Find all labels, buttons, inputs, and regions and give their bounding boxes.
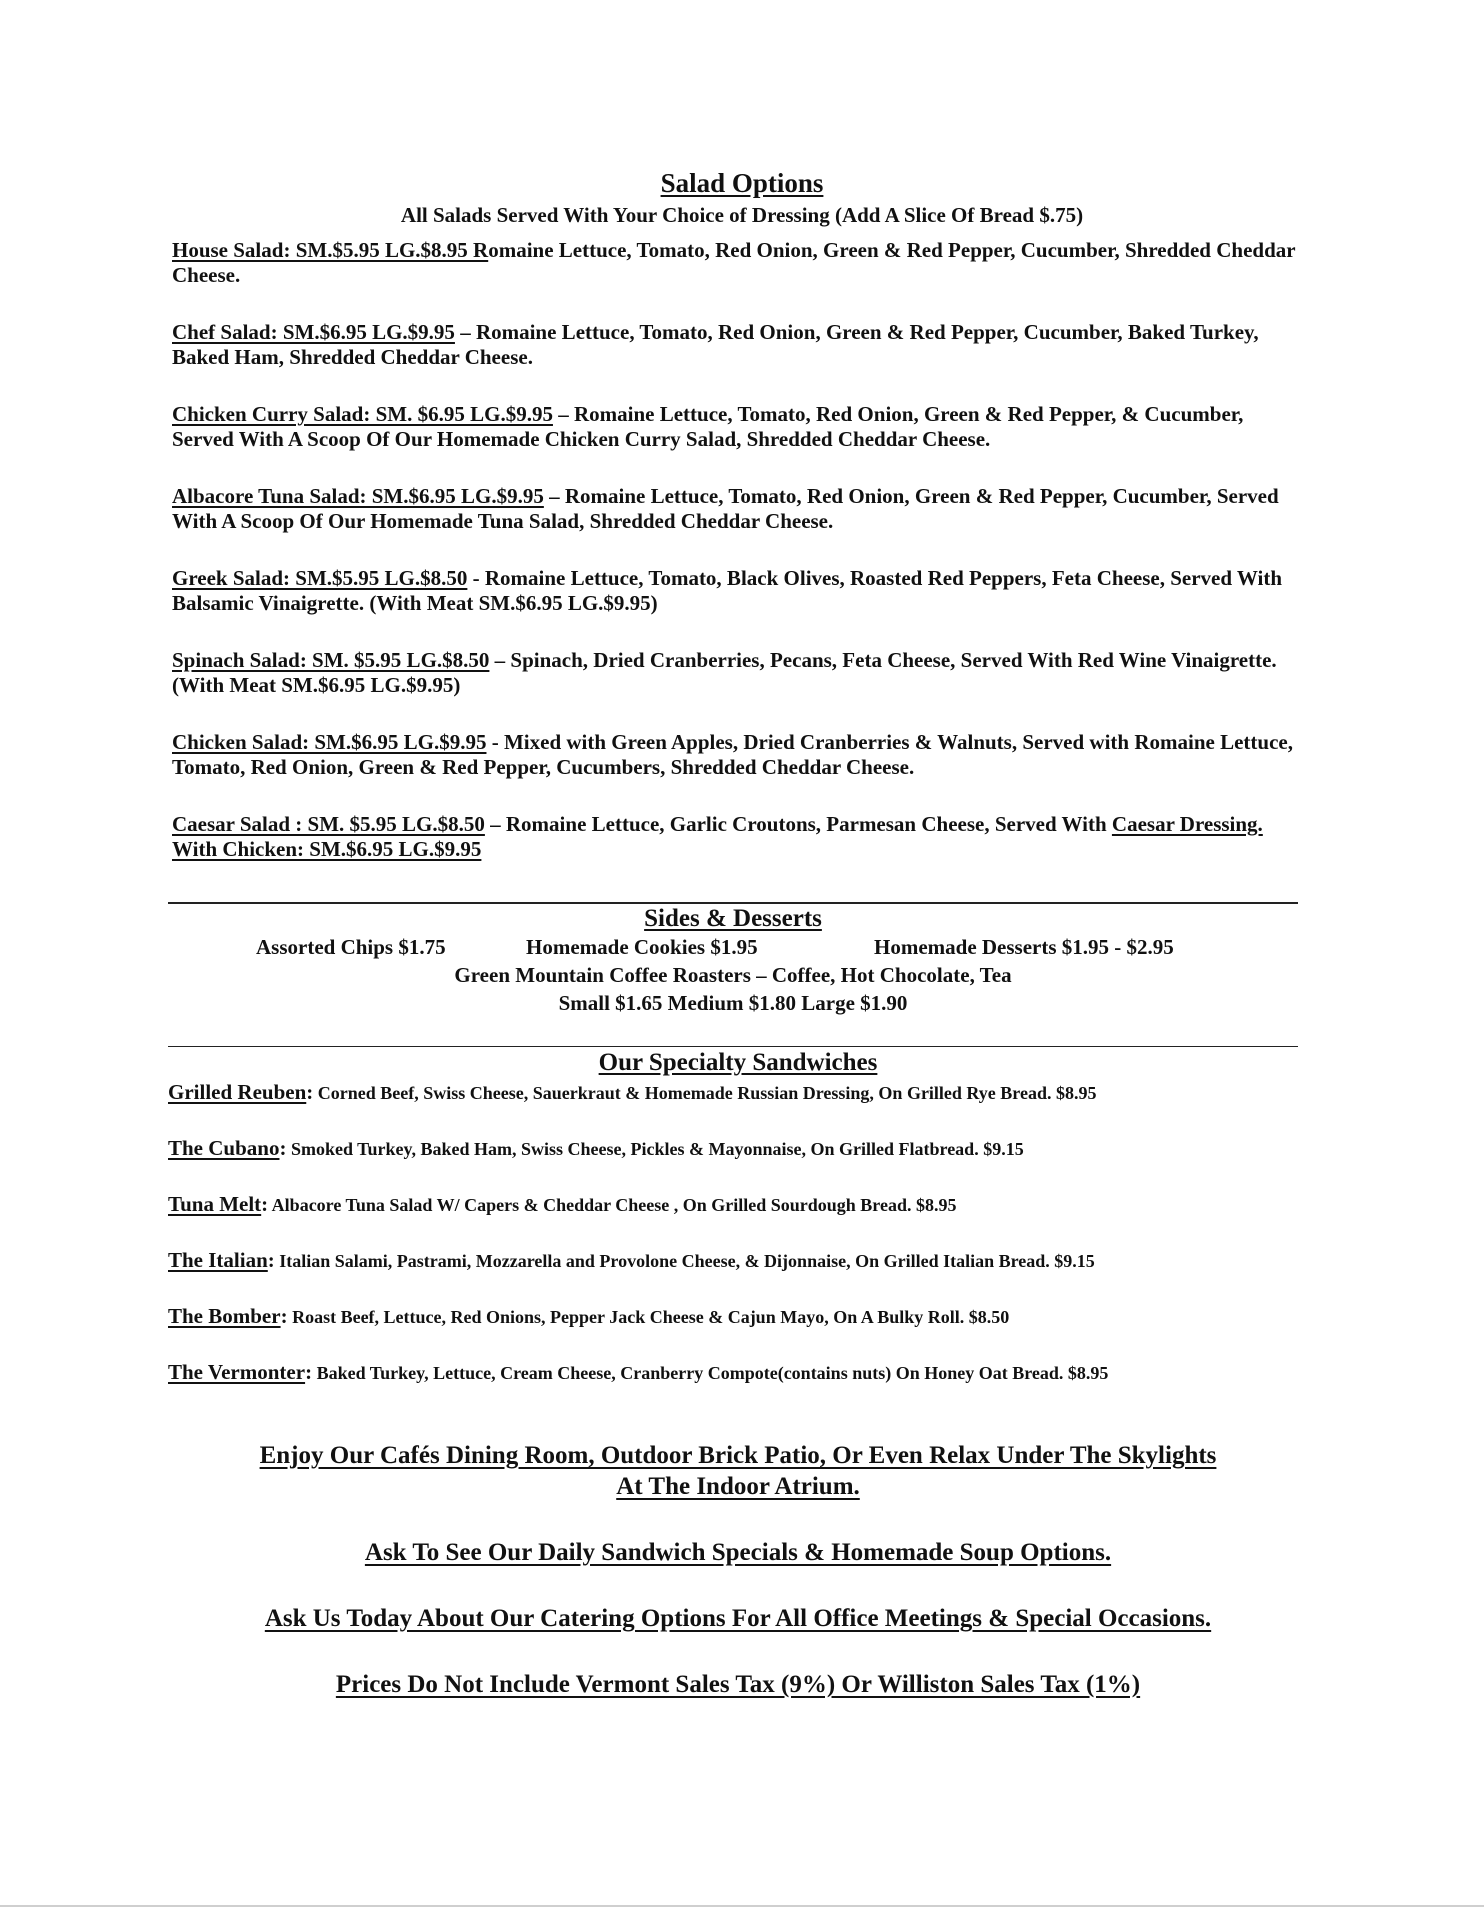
- sandwich-name: The Bomber: [168, 1304, 281, 1328]
- note-daily-specials: Ask To See Our Daily Sandwich Specials & Homemade Soup Options.: [364, 1539, 1112, 1566]
- sides-section: [168, 905, 1298, 1017]
- salad-item-tail: Caesar Dressing. With Chicken: SM.$6.95 LG.$9.95: [172, 812, 1263, 861]
- salad-item-text: – Romaine Lettuce, Tomato, Red Onion, Green & Red Pepper, & Cucumber, Served With A Scoop Of Our Homemade Chicken Curry Salad, Shredded Cheddar Cheese.: [172, 402, 1244, 451]
- sandwich-text: Albacore Tuna Salad W/ Capers & Cheddar Cheese , On Grilled Sourdough Bread. $8.95: [268, 1195, 957, 1215]
- salad-item-text: - Romaine Lettuce, Tomato, Black Olives, Roasted Red Peppers, Feta Cheese, Served With Balsamic Vinaigrette. (With Meat SM.$6.95 LG.$9.95): [172, 566, 1283, 615]
- sandwich-separator: :: [306, 1080, 314, 1104]
- salad-item-caesar: [172, 812, 1302, 862]
- sandwich-separator: :: [280, 1304, 288, 1328]
- sandwich-name: The Cubano: [168, 1136, 280, 1160]
- salad-item-head: Chef Salad: SM.$6.95 LG.$9.95: [172, 320, 455, 344]
- salad-item-head: Caesar Salad : SM. $5.95 LG.$8.50: [172, 812, 485, 836]
- salad-item-text: - Mixed with Green Apples, Dried Cranberries & Walnuts, Served with Romaine Lettuce, Tomato, Red Onion, Green & Red Pepper, Cucumbers, Shredded Cheddar Cheese.: [172, 730, 1293, 779]
- sandwich-item-grilled-reuben: [168, 1081, 1308, 1104]
- salad-item-chicken: [172, 730, 1302, 780]
- salad-section-title: Salad Options: [660, 168, 824, 198]
- salad-item-head: Greek Salad: SM.$5.95 LG.$8.50: [172, 566, 468, 590]
- salad-item-greek: [172, 566, 1302, 616]
- salad-item-chef: [172, 320, 1302, 370]
- sandwich-separator: :: [267, 1248, 275, 1272]
- note-dining-room: Enjoy Our Cafés Dining Room, Outdoor Brick Patio, Or Even Relax Under The Skylights At The Indoor Atrium.: [259, 1442, 1217, 1500]
- sandwich-item-cubano: [168, 1137, 1308, 1160]
- sandwich-name: The Italian: [168, 1248, 268, 1272]
- sides-desserts: Homemade Desserts $1.95 - $2.95: [874, 935, 1174, 959]
- salad-list: [172, 238, 1302, 894]
- note-catering: Ask Us Today About Our Catering Options For All Office Meetings & Special Occasions.: [264, 1605, 1212, 1632]
- sandwich-item-tuna-melt: [168, 1193, 1308, 1216]
- sandwich-section-title: Our Specialty Sandwiches: [598, 1049, 878, 1076]
- salad-header: [0, 168, 1484, 228]
- sandwich-name: Tuna Melt: [168, 1192, 262, 1216]
- sandwich-item-vermonter: [168, 1361, 1308, 1384]
- sandwich-text: Corned Beef, Swiss Cheese, Sauerkraut & Homemade Russian Dressing, On Grilled Rye Bread. $8.95: [313, 1083, 1097, 1103]
- sandwich-text: Baked Turkey, Lettuce, Cream Cheese, Cranberry Compote(contains nuts) On Honey Oat Bread. $8.95: [312, 1363, 1109, 1383]
- sides-section-title: Sides & Desserts: [644, 905, 822, 932]
- sandwich-name: The Vermonter: [168, 1360, 306, 1384]
- sandwich-name: Grilled Reuben: [168, 1080, 307, 1104]
- sandwich-separator: :: [305, 1360, 313, 1384]
- salad-item-text: – Romaine Lettuce, Garlic Croutons, Parmesan Cheese, Served With: [484, 812, 1112, 836]
- sandwich-text: Roast Beef, Lettuce, Red Onions, Pepper Jack Cheese & Cajun Mayo, On A Bulky Roll. $8.50: [287, 1307, 1010, 1327]
- divider-line: [168, 902, 1298, 904]
- salad-item-text: omaine Lettuce, Tomato, Red Onion, Green & Red Pepper, Cucumber, Shredded Cheddar Cheese.: [172, 238, 1296, 287]
- salad-item-house: [172, 238, 1302, 288]
- sides-coffee: Green Mountain Coffee Roasters – Coffee, Hot Chocolate, Tea: [454, 963, 1012, 987]
- sandwich-separator: :: [261, 1192, 269, 1216]
- sides-row: [256, 933, 1298, 961]
- notes-section: [168, 1440, 1308, 1735]
- scan-edge-line: [0, 1905, 1484, 1907]
- salad-item-spinach: [172, 648, 1302, 698]
- salad-item-head: Albacore Tuna Salad: SM.$6.95 LG.$9.95: [172, 484, 544, 508]
- salad-section-subtitle: All Salads Served With Your Choice of Dressing (Add A Slice Of Bread $.75): [400, 203, 1084, 227]
- sides-chips: Assorted Chips $1.75: [256, 935, 446, 959]
- divider-line: [168, 1046, 1298, 1047]
- salad-item-head: Chicken Salad: SM.$6.95 LG.$9.95: [172, 730, 487, 754]
- salad-item-text: – Spinach, Dried Cranberries, Pecans, Feta Cheese, Served With Red Wine Vinaigrette. (With Meat SM.$6.95 LG.$9.95): [172, 648, 1277, 697]
- salad-item-albacore-tuna: [172, 484, 1302, 534]
- sandwich-item-bomber: [168, 1305, 1308, 1328]
- salad-item-head: Spinach Salad: SM. $5.95 LG.$8.50: [172, 648, 490, 672]
- sandwich-text: Smoked Turkey, Baked Ham, Swiss Cheese, Pickles & Mayonnaise, On Grilled Flatbread. $9.15: [286, 1139, 1024, 1159]
- salad-item-text: – Romaine Lettuce, Tomato, Red Onion, Green & Red Pepper, Cucumber, Baked Turkey, Baked Ham, Shredded Cheddar Cheese.: [172, 320, 1259, 369]
- salad-item-head: Chicken Curry Salad: SM. $6.95 LG.$9.95: [172, 402, 553, 426]
- sandwich-section: [168, 1049, 1308, 1417]
- sandwich-text: Italian Salami, Pastrami, Mozzarella and Provolone Cheese, & Dijonnaise, On Grilled Italian Bread. $9.15: [274, 1251, 1095, 1271]
- salad-item-text: – Romaine Lettuce, Tomato, Red Onion, Green & Red Pepper, Cucumber, Served With A Scoop Of Our Homemade Tuna Salad, Shredded Cheddar Cheese.: [172, 484, 1279, 533]
- sandwich-item-italian: [168, 1249, 1308, 1272]
- sides-cookies: Homemade Cookies $1.95: [526, 935, 758, 959]
- salad-item-head: House Salad: SM.$5.95 LG.$8.95 R: [172, 238, 489, 262]
- note-sales-tax: Prices Do Not Include Vermont Sales Tax (9%) Or Williston Sales Tax (1%): [335, 1671, 1141, 1698]
- sides-coffee-sizes: Small $1.65 Medium $1.80 Large $1.90: [558, 991, 908, 1015]
- sandwich-separator: :: [279, 1136, 287, 1160]
- salad-item-chicken-curry: [172, 402, 1302, 452]
